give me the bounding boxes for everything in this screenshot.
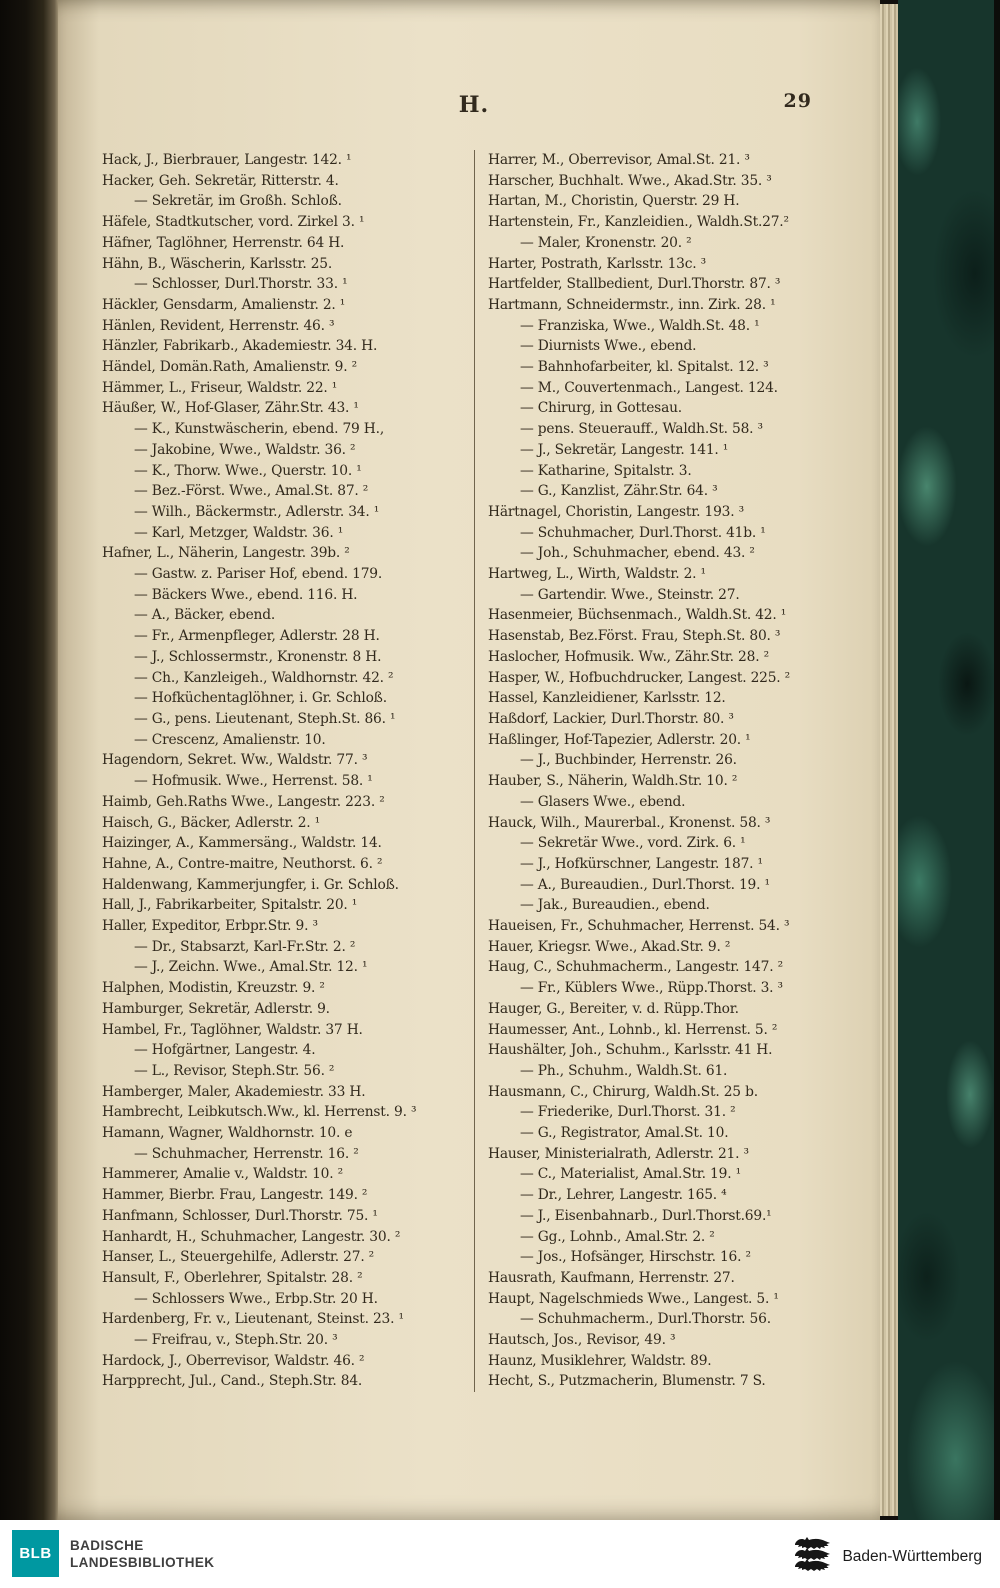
- directory-entry: Häfele, Stadtkutscher, vord. Zirkel 3. ¹: [102, 214, 365, 231]
- directory-entry: — Wilh., Bäckermstr., Adlerstr. 34. ¹: [134, 503, 380, 520]
- directory-entry: Hauck, Wilh., Maurerbal., Kronenst. 58. ³: [488, 814, 771, 831]
- directory-entry: — J., Schlossermstr., Kronenstr. 8 H.: [134, 648, 382, 665]
- directory-page: [58, 0, 880, 1520]
- directory-entry: — C., Materialist, Amal.Str. 19. ¹: [520, 1166, 741, 1183]
- directory-entry: Hecht, S., Putzmacherin, Blumenstr. 7 S.: [488, 1373, 766, 1390]
- directory-entry: Hamburger, Sekretär, Adlerstr. 9.: [102, 1000, 330, 1017]
- directory-entry: — Schlossers Wwe., Erbp.Str. 20 H.: [134, 1290, 378, 1307]
- directory-entry: Hanser, L., Steuergehilfe, Adlerstr. 27. ²: [102, 1249, 375, 1266]
- directory-entry: Haupt, Nagelschmieds Wwe., Langest. 5. ¹: [488, 1290, 779, 1307]
- directory-entry: — Crescenz, Amalienstr. 10.: [134, 731, 326, 748]
- directory-entry: Harscher, Buchhalt. Wwe., Akad.Str. 35. ³: [488, 172, 772, 189]
- directory-entry: Haunz, Musiklehrer, Waldstr. 89.: [488, 1352, 712, 1369]
- directory-entry: — Fr., Küblers Wwe., Rüpp.Thorst. 3. ³: [520, 980, 783, 997]
- directory-entry: Hämmer, L., Friseur, Waldstr. 22. ¹: [102, 379, 338, 396]
- directory-entry: Hamberger, Maler, Akademiestr. 33 H.: [102, 1083, 366, 1100]
- directory-entry: — Schuhmacher, Herrenstr. 16. ²: [134, 1145, 359, 1162]
- directory-entry: Hanhardt, H., Schuhmacher, Langestr. 30. ²: [102, 1228, 401, 1245]
- directory-entry: — J., Zeichn. Wwe., Amal.Str. 12. ¹: [134, 959, 368, 976]
- directory-entry: Hardock, J., Oberrevisor, Waldstr. 46. ²: [102, 1352, 365, 1369]
- left-column: [102, 150, 474, 1392]
- directory-entry: — Jak., Bureaudien., ebend.: [520, 897, 710, 914]
- directory-entry: Hausmann, C., Chirurg, Waldh.St. 25 b.: [488, 1083, 758, 1100]
- directory-entry: Hähn, B., Wäscherin, Karlsstr. 25.: [102, 255, 333, 272]
- directory-entry: Hartmann, Schneidermstr., inn. Zirk. 28. ¹: [488, 296, 776, 313]
- directory-entry: Hänlen, Revident, Herrenstr. 46. ³: [102, 317, 335, 334]
- directory-entry: — Sekretär, im Großh. Schloß.: [134, 193, 342, 210]
- page-header: [102, 92, 846, 136]
- directory-entry: Hänzler, Fabrikarb., Akademiestr. 34. H.: [102, 338, 378, 355]
- directory-entry: Haug, C., Schuhmacherm., Langestr. 147. ²: [488, 959, 783, 976]
- directory-entry: Hausrath, Kaufmann, Herrenstr. 27.: [488, 1269, 735, 1286]
- directory-entry: Haldenwang, Kammerjungfer, i. Gr. Schloß.: [102, 876, 399, 893]
- directory-entry: — Schlosser, Durl.Thorstr. 33. ¹: [134, 276, 348, 293]
- directory-entry: — Glasers Wwe., ebend.: [520, 793, 686, 810]
- directory-entry: — L., Revisor, Steph.Str. 56. ²: [134, 1062, 335, 1079]
- directory-entry: Hammerer, Amalie v., Waldstr. 10. ²: [102, 1166, 343, 1183]
- directory-entry: — Franziska, Wwe., Waldh.St. 48. ¹: [520, 317, 760, 334]
- directory-entry: — Diurnists Wwe., ebend.: [520, 338, 697, 355]
- library-brand-bar: [0, 1520, 1000, 1588]
- directory-entry: — J., Buchbinder, Herrenstr. 26.: [520, 752, 737, 769]
- directory-entry: — Fr., Armenpfleger, Adlerstr. 28 H.: [134, 628, 380, 645]
- directory-columns: [102, 150, 846, 1392]
- directory-entry: Haizinger, A., Kammersäng., Waldstr. 14.: [102, 835, 382, 852]
- directory-entry: Haller, Expeditor, Erbpr.Str. 9. ³: [102, 918, 318, 935]
- directory-entry: — Chirurg, in Gottesau.: [520, 400, 682, 417]
- directory-entry: Haueisen, Fr., Schuhmacher, Herrenst. 54. ³: [488, 918, 790, 935]
- directory-entry: — K., Kunstwäscherin, ebend. 79 H.,: [134, 421, 385, 438]
- directory-entry: Häußer, W., Hof-Glaser, Zähr.Str. 43. ¹: [102, 400, 359, 417]
- library-name-line2: LANDESBIBLIOTHEK: [70, 1554, 215, 1570]
- directory-entry: — Katharine, Spitalstr. 3.: [520, 462, 692, 479]
- blb-logo: BLB: [12, 1530, 59, 1577]
- directory-entry: Hasenmeier, Büchsenmach., Waldh.St. 42. ¹: [488, 607, 787, 624]
- directory-entry: Hardenberg, Fr. v., Lieutenant, Steinst. 23. ¹: [102, 1311, 404, 1328]
- directory-entry: Hansult, F., Oberlehrer, Spitalstr. 28. ²: [102, 1269, 363, 1286]
- directory-entry: — J., Hofkürschner, Langestr. 187. ¹: [520, 855, 763, 872]
- directory-entry: Haslocher, Hofmusik. Ww., Zähr.Str. 28. ²: [488, 648, 769, 665]
- directory-entry: — Gg., Lohnb., Amal.Str. 2. ²: [520, 1228, 715, 1245]
- directory-entry: — Dr., Lehrer, Langestr. 165. ⁴: [520, 1187, 727, 1204]
- directory-entry: — Ch., Kanzleigeh., Waldhornstr. 42. ²: [134, 669, 394, 686]
- directory-entry: — K., Thorw. Wwe., Querstr. 10. ¹: [134, 462, 362, 479]
- directory-entry: — Freifrau, v., Steph.Str. 20. ³: [134, 1332, 338, 1349]
- directory-entry: — Jakobine, Wwe., Waldstr. 36. ²: [134, 441, 356, 458]
- directory-entry: Haßlinger, Hof-Tapezier, Adlerstr. 20. ¹: [488, 731, 751, 748]
- directory-entry: — Bäckers Wwe., ebend. 116. H.: [134, 586, 358, 603]
- directory-entry: — Maler, Kronenstr. 20. ²: [520, 234, 692, 251]
- directory-entry: — Schuhmacherm., Durl.Thorstr. 56.: [520, 1311, 771, 1328]
- directory-entry: — Bahnhofarbeiter, kl. Spitalst. 12. ³: [520, 359, 769, 376]
- directory-entry: Haisch, G., Bäcker, Adlerstr. 2. ¹: [102, 814, 321, 831]
- directory-entry: Harrer, M., Oberrevisor, Amal.St. 21. ³: [488, 152, 750, 168]
- marbled-book-cover: [898, 0, 1000, 1520]
- directory-entry: Hauger, G., Bereiter, v. d. Rüpp.Thor.: [488, 1000, 739, 1017]
- right-column: [474, 150, 846, 1392]
- directory-entry: Hahne, A., Contre-maitre, Neuthorst. 6. ²: [102, 855, 383, 872]
- page-number: 29: [783, 90, 812, 112]
- page-content: [102, 92, 846, 1392]
- directory-entry: Hassel, Kanzleidiener, Karlsstr. 12.: [488, 690, 726, 707]
- directory-entry: Hafner, L., Näherin, Langestr. 39b. ²: [102, 545, 350, 562]
- directory-entry: Haushälter, Joh., Schuhm., Karlsstr. 41 H.: [488, 1042, 773, 1059]
- directory-entry: Hamann, Wagner, Waldhornstr. 10. e: [102, 1125, 353, 1142]
- directory-entry: — J., Eisenbahnarb., Durl.Thorst.69.¹: [520, 1207, 772, 1224]
- directory-entry: Hauser, Ministerialrath, Adlerstr. 21. ³: [488, 1145, 749, 1162]
- library-name-line1: BADISCHE: [70, 1537, 144, 1553]
- directory-entry: — J., Sekretär, Langestr. 141. ¹: [520, 441, 729, 458]
- directory-entry: — Schuhmacher, Durl.Thorst. 41b. ¹: [520, 524, 766, 541]
- directory-entry: Hauer, Kriegsr. Wwe., Akad.Str. 9. ²: [488, 938, 731, 955]
- directory-entry: — G., Kanzlist, Zähr.Str. 64. ³: [520, 483, 718, 500]
- directory-entry: Haimb, Geh.Raths Wwe., Langestr. 223. ²: [102, 793, 385, 810]
- blb-logo-block: [12, 1530, 214, 1577]
- directory-entry: Hacker, Geh. Sekretär, Ritterstr. 4.: [102, 172, 339, 189]
- directory-entry: — Hofmusik. Wwe., Herrenst. 58. ¹: [134, 773, 373, 790]
- directory-entry: Häfner, Taglöhner, Herrenstr. 64 H.: [102, 234, 345, 251]
- directory-entry: — Ph., Schuhm., Waldh.St. 61.: [520, 1062, 728, 1079]
- directory-entry: — Karl, Metzger, Waldstr. 36. ¹: [134, 524, 344, 541]
- directory-entry: Hauber, S., Näherin, Waldh.Str. 10. ²: [488, 773, 738, 790]
- directory-entry: — Joh., Schuhmacher, ebend. 43. ²: [520, 545, 755, 562]
- directory-entry: Hambrecht, Leibkutsch.Ww., kl. Herrenst. 9. ³: [102, 1104, 417, 1121]
- directory-entry: — Hofgärtner, Langestr. 4.: [134, 1042, 316, 1059]
- directory-entry: — Bez.-Först. Wwe., Amal.St. 87. ²: [134, 483, 369, 500]
- directory-entry: — Gartendir. Wwe., Steinstr. 27.: [520, 586, 740, 603]
- directory-entry: Härtnagel, Choristin, Langestr. 193. ³: [488, 503, 744, 520]
- directory-entry: Haßdorf, Lackier, Durl.Thorstr. 80. ³: [488, 710, 734, 727]
- directory-entry: — Hofküchentaglöhner, i. Gr. Schloß.: [134, 690, 387, 707]
- directory-entry: Häckler, Gensdarm, Amalienstr. 2. ¹: [102, 296, 346, 313]
- directory-entry: — M., Couvertenmach., Langest. 124.: [520, 379, 778, 396]
- directory-entry: — G., pens. Lieutenant, Steph.St. 86. ¹: [134, 710, 396, 727]
- directory-entry: Hanfmann, Schlosser, Durl.Thorstr. 75. ¹: [102, 1207, 378, 1224]
- directory-entry: Hambel, Fr., Taglöhner, Waldstr. 37 H.: [102, 1021, 363, 1038]
- directory-entry: Hartenstein, Fr., Kanzleidien., Waldh.St.27.²: [488, 214, 789, 231]
- directory-entry: Hasper, W., Hofbuchdrucker, Langest. 225. ²: [488, 669, 791, 686]
- directory-entry: — Gastw. z. Pariser Hof, ebend. 179.: [134, 566, 383, 583]
- directory-entry: — Jos., Hofsänger, Hirschstr. 16. ²: [520, 1249, 751, 1266]
- directory-entry: — Friederike, Durl.Thorst. 31. ²: [520, 1104, 736, 1121]
- directory-entry: — A., Bäcker, ebend.: [134, 607, 276, 624]
- directory-entry: Hall, J., Fabrikarbeiter, Spitalstr. 20. ¹: [102, 897, 358, 914]
- region-label: Baden-Württemberg: [842, 1547, 982, 1565]
- directory-entry: Hammer, Bierbr. Frau, Langestr. 149. ²: [102, 1187, 368, 1204]
- directory-entry: — pens. Steuerauff., Waldh.St. 58. ³: [520, 421, 763, 438]
- directory-entry: Hack, J., Bierbrauer, Langestr. 142. ¹: [102, 152, 352, 168]
- directory-entry: Hartweg, L., Wirth, Waldstr. 2. ¹: [488, 566, 706, 583]
- section-letter: H.: [458, 92, 490, 118]
- directory-entry: — Dr., Stabsarzt, Karl-Fr.Str. 2. ²: [134, 938, 356, 955]
- directory-entry: Hasenstab, Bez.Först. Frau, Steph.St. 80. ³: [488, 628, 781, 645]
- library-name: [70, 1537, 214, 1571]
- coat-of-arms-icon: [793, 1536, 833, 1577]
- book-gutter-shadow: [0, 0, 58, 1520]
- directory-entry: Halphen, Modistin, Kreuzstr. 9. ²: [102, 980, 325, 997]
- directory-entry: Harpprecht, Jul., Cand., Steph.Str. 84.: [102, 1373, 363, 1390]
- directory-entry: — G., Registrator, Amal.St. 10.: [520, 1125, 729, 1142]
- directory-entry: Hautsch, Jos., Revisor, 49. ³: [488, 1332, 676, 1349]
- directory-entry: Haumesser, Ant., Lohnb., kl. Herrenst. 5. ²: [488, 1021, 778, 1038]
- directory-entry: — A., Bureaudien., Durl.Thorst. 19. ¹: [520, 876, 770, 893]
- directory-entry: Hartan, M., Choristin, Querstr. 29 H.: [488, 193, 740, 210]
- directory-entry: — Sekretär Wwe., vord. Zirk. 6. ¹: [520, 835, 746, 852]
- directory-entry: Harter, Postrath, Karlsstr. 13c. ³: [488, 255, 706, 272]
- directory-entry: Hartfelder, Stallbedient, Durl.Thorstr. 87. ³: [488, 276, 781, 293]
- directory-entry: Hagendorn, Sekret. Ww., Waldstr. 77. ³: [102, 752, 368, 769]
- directory-entry: Händel, Domän.Rath, Amalienstr. 9. ²: [102, 359, 357, 376]
- baden-wuerttemberg-block: [793, 1536, 982, 1577]
